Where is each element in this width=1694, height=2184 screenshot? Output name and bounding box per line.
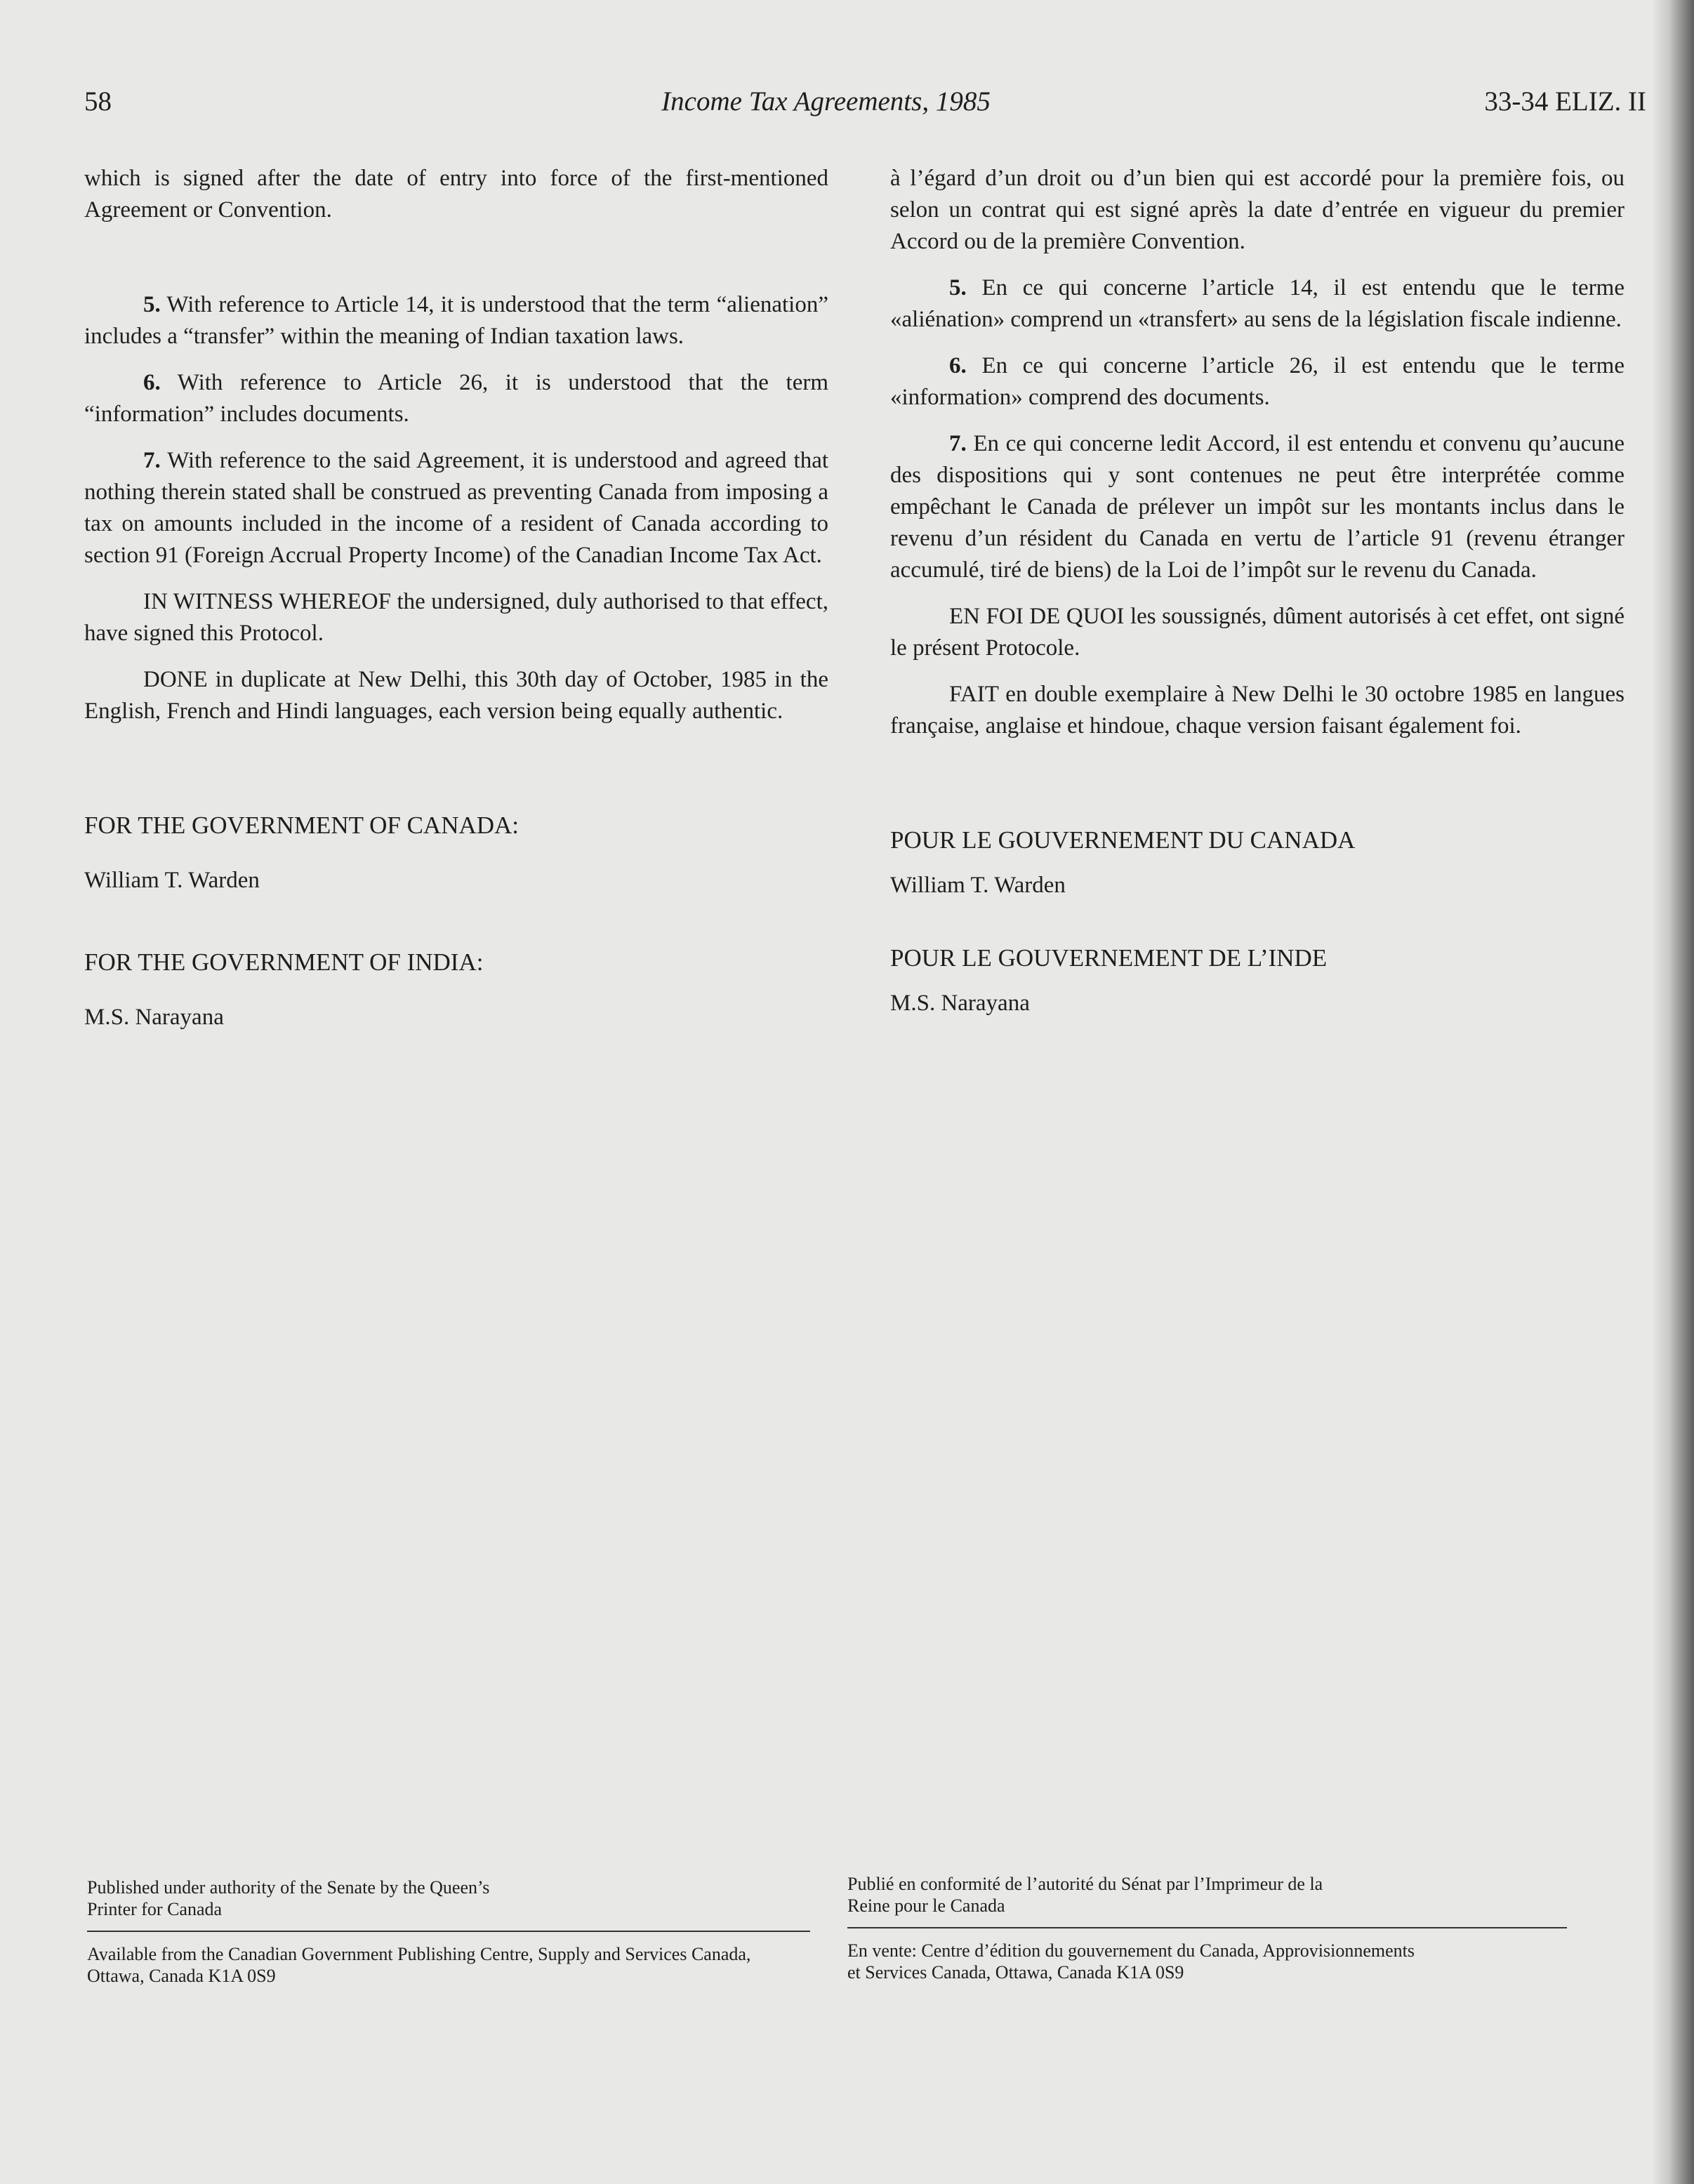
paragraph-7 <box>890 428 1624 586</box>
paragraph-text: En ce qui concerne l’article 26, il est entendu que le terme «information» comprend des documents. <box>890 353 1624 410</box>
paragraph-text: En ce qui concerne ledit Accord, il est entendu et convenu qu’aucune des dispositions qui y sont contenues ne peut être interprétée comme empêchant le Canada de prélever un impôt sur les montants inclus dans le revenu d’un résident du Canada en vertu de l’article 91 (revenu étranger accumulé, tiré de biens) de la Loi de l’impôt sur le revenu du Canada. <box>890 431 1625 583</box>
paragraph-6 <box>84 367 828 430</box>
paragraph-number: 7. <box>143 448 161 473</box>
paragraph-number: 5. <box>949 275 967 300</box>
india-signatory: M.S. Narayana <box>890 991 1030 1016</box>
paragraph-5 <box>890 272 1624 336</box>
done-paragraph: FAIT en double exemplaire à New Delhi le 30 octobre 1985 en langues française, anglaise et hindoue, chaque version faisant également foi. <box>890 682 1624 739</box>
page-spine-shadow <box>1652 0 1694 2184</box>
continued-paragraph: à l’égard d’un droit ou d’un bien qui est accordé pour la première fois, ou selon un contrat qui est signé après la date d’entrée en vigueur du premier Accord ou de la première Convention. <box>890 166 1624 254</box>
paragraph-6 <box>890 350 1624 413</box>
availability-notice: Available from the Canadian Government Publishing Centre, Supply and Services Canada, Ottawa, Canada K1A 0S9 <box>87 1944 751 1986</box>
canada-signatory: William T. Warden <box>84 868 260 893</box>
india-signature-heading: POUR LE GOUVERNEMENT DE L’INDE <box>890 944 1328 972</box>
session-label: 33-34 ELIZ. II <box>1484 86 1646 117</box>
continued-paragraph: which is signed after the date of entry into force of the first-mentioned Agreement or Convention. <box>84 166 828 223</box>
publication-notice: Publié en conformité de l’autorité du Sénat par l’Imprimeur de la Reine pour le Canada <box>847 1874 1323 1916</box>
paragraph-text: With reference to Article 26, it is understood that the term “information” includes documents. <box>84 370 828 427</box>
witness-paragraph: IN WITNESS WHEREOF the undersigned, duly authorised to that effect, have signed this Protocol. <box>84 589 828 646</box>
paragraph-text: En ce qui concerne l’article 14, il est entendu que le terme «aliénation» comprend un «transfert» au sens de la législation fiscale indienne. <box>890 275 1624 332</box>
india-signature-heading: FOR THE GOVERNMENT OF INDIA: <box>84 948 484 976</box>
paragraph-number: 5. <box>143 292 161 317</box>
canada-signature-heading: POUR LE GOUVERNEMENT DU CANADA <box>890 826 1356 854</box>
paragraph-number: 6. <box>143 370 161 395</box>
done-paragraph: DONE in duplicate at New Delhi, this 30th day of October, 1985 in the English, French and Hindi languages, each version being equally authentic. <box>84 667 828 724</box>
french-column <box>890 163 1624 1019</box>
page-number: 58 <box>84 86 112 117</box>
paragraph-number: 6. <box>949 353 967 378</box>
footer-rule <box>847 1927 1567 1928</box>
witness-paragraph: EN FOI DE QUOI les soussignés, dûment autorisés à cet effet, ont signé le présent Protocole. <box>890 604 1624 661</box>
paragraph-5 <box>84 289 828 352</box>
paragraph-text: With reference to Article 14, it is understood that the term “alienation” includes a “transfer” within the meaning of Indian taxation laws. <box>84 292 829 349</box>
paragraph-text: With reference to the said Agreement, it is understood and agreed that nothing therein stated shall be construed as preventing Canada from imposing a tax on amounts included in the income of a resident of Canada according to section 91 (Foreign Accrual Property Income) of the Canadian Income Tax Act. <box>84 448 829 568</box>
india-signatory: M.S. Narayana <box>84 1005 224 1030</box>
canada-signature-heading: FOR THE GOVERNMENT OF CANADA: <box>84 812 520 839</box>
footer-rule <box>87 1931 810 1932</box>
english-column <box>84 163 828 1033</box>
publication-notice: Published under authority of the Senate by the Queen’s Printer for Canada <box>87 1877 490 1919</box>
paragraph-7 <box>84 445 828 571</box>
running-title: Income Tax Agreements, 1985 <box>661 86 991 117</box>
english-footer <box>87 1877 810 1987</box>
paragraph-number: 7. <box>949 431 967 456</box>
french-footer <box>847 1873 1570 1983</box>
availability-notice: En vente: Centre d’édition du gouvernement du Canada, Approvisionnements et Services Canada, Ottawa, Canada K1A 0S9 <box>847 1940 1415 1983</box>
canada-signatory: William T. Warden <box>890 873 1066 898</box>
